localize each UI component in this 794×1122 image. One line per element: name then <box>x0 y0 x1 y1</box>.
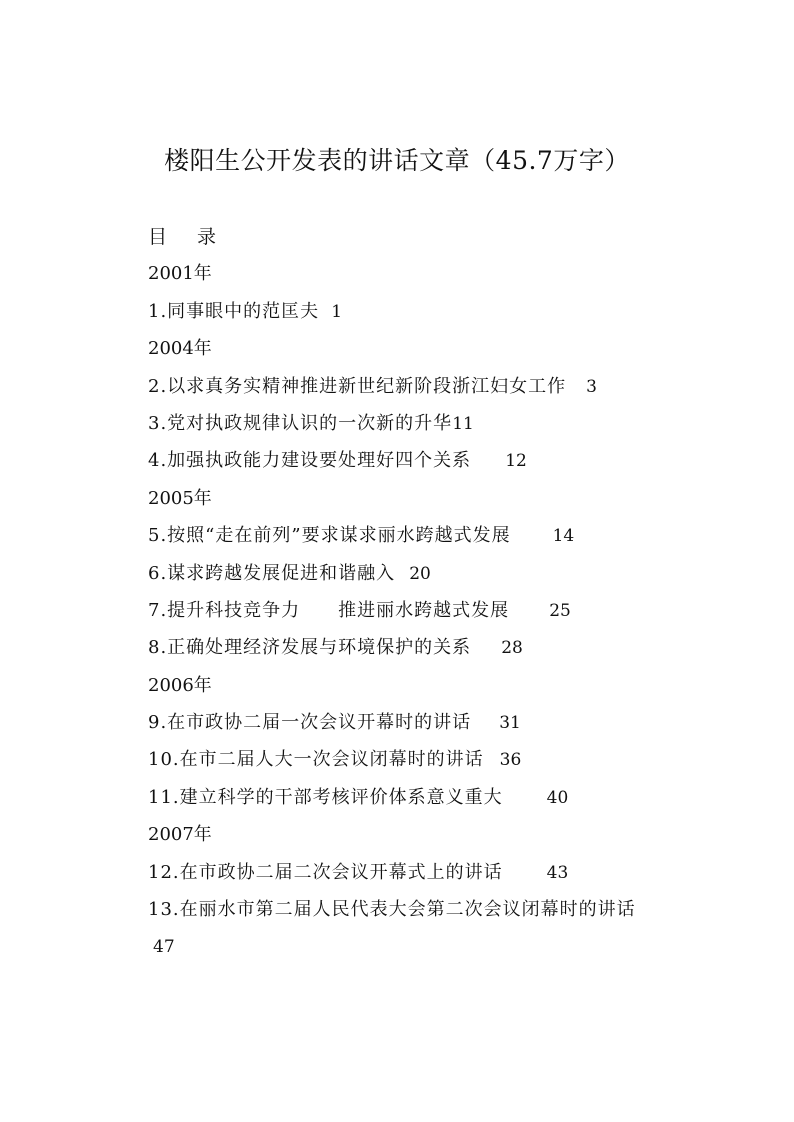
toc-entry-page: 11 <box>452 413 474 434</box>
toc-entry-page: 28 <box>501 638 523 659</box>
table-of-contents <box>148 222 708 970</box>
document-title: 楼阳生公开发表的讲话文章（45.7万字） <box>164 146 630 175</box>
toc-entry <box>148 708 708 745</box>
toc-entry-page: 47 <box>153 937 175 958</box>
toc-entry <box>148 559 708 596</box>
toc-year-heading <box>148 820 708 857</box>
toc-heading <box>148 222 708 259</box>
toc-entry-page: 36 <box>499 750 522 771</box>
toc-entry-page: 12 <box>505 451 527 472</box>
toc-entry-title: 12.在市政协二届二次会议开幕式上的讲话 <box>148 861 503 883</box>
toc-entry-title: 1.同事眼中的范匡夫 <box>148 300 320 322</box>
toc-entry-title: 9.在市政协二届一次会议开幕时的讲话 <box>148 712 472 734</box>
toc-entry <box>148 596 708 633</box>
toc-entry <box>148 521 708 558</box>
toc-entry-page: 3 <box>586 376 597 397</box>
toc-entry <box>148 446 708 483</box>
toc-entry-page: 40 <box>546 787 569 808</box>
toc-entry-page: 25 <box>549 600 571 621</box>
toc-entry <box>148 297 708 334</box>
toc-entry-title: 7.提升科技竞争力 推进丽水跨越式发展 <box>148 599 510 621</box>
toc-year-label: 2004年 <box>148 338 212 360</box>
toc-entry-title: 3.党对执政规律认识的一次新的升华 <box>148 412 453 434</box>
toc-entry <box>148 409 708 446</box>
toc-entry <box>148 783 708 820</box>
toc-entry-page: 14 <box>552 526 575 547</box>
toc-entry-page-wrapped <box>148 932 708 969</box>
toc-year-heading <box>148 671 708 708</box>
toc-entry-title: 2.以求真务实精神推进新世纪新阶段浙江妇女工作 <box>148 375 567 397</box>
toc-year-heading <box>148 259 708 296</box>
toc-year-heading <box>148 334 708 371</box>
toc-entry-page: 20 <box>409 563 431 584</box>
toc-entry <box>148 633 708 670</box>
toc-year-label: 2006年 <box>148 674 212 696</box>
toc-year-label: 2005年 <box>148 487 212 509</box>
toc-entry-title: 10.在市二届人大一次会议闭幕时的讲话 <box>148 749 484 771</box>
toc-entry-title: 8.正确处理经济发展与环境保护的关系 <box>148 637 472 659</box>
toc-entry-title: 4.加强执政能力建设要处理好四个关系 <box>148 450 472 472</box>
toc-year-label: 2007年 <box>148 824 212 846</box>
toc-entry-title: 6.谋求跨越发展促进和谐融入 <box>148 562 396 584</box>
toc-entry <box>148 372 708 409</box>
toc-entry <box>148 895 708 932</box>
toc-entry-title: 11.建立科学的干部考核评价体系意义重大 <box>148 786 503 808</box>
toc-entry-title: 13.在丽水市第二届人民代表大会第二次会议闭幕时的讲话 <box>148 899 636 921</box>
toc-year-heading <box>148 484 708 521</box>
toc-entry <box>148 745 708 782</box>
toc-heading-char-2: 录 <box>197 226 217 248</box>
toc-year-label: 2001年 <box>148 263 212 285</box>
toc-entry-page: 43 <box>546 862 569 883</box>
toc-entry-page: 1 <box>331 301 343 322</box>
toc-heading-char-1: 目 <box>148 226 168 248</box>
toc-entry-title: 5.按照“走在前列”要求谋求丽水跨越式发展 <box>148 525 511 547</box>
toc-entry-page: 31 <box>499 713 521 734</box>
toc-entry <box>148 858 708 895</box>
